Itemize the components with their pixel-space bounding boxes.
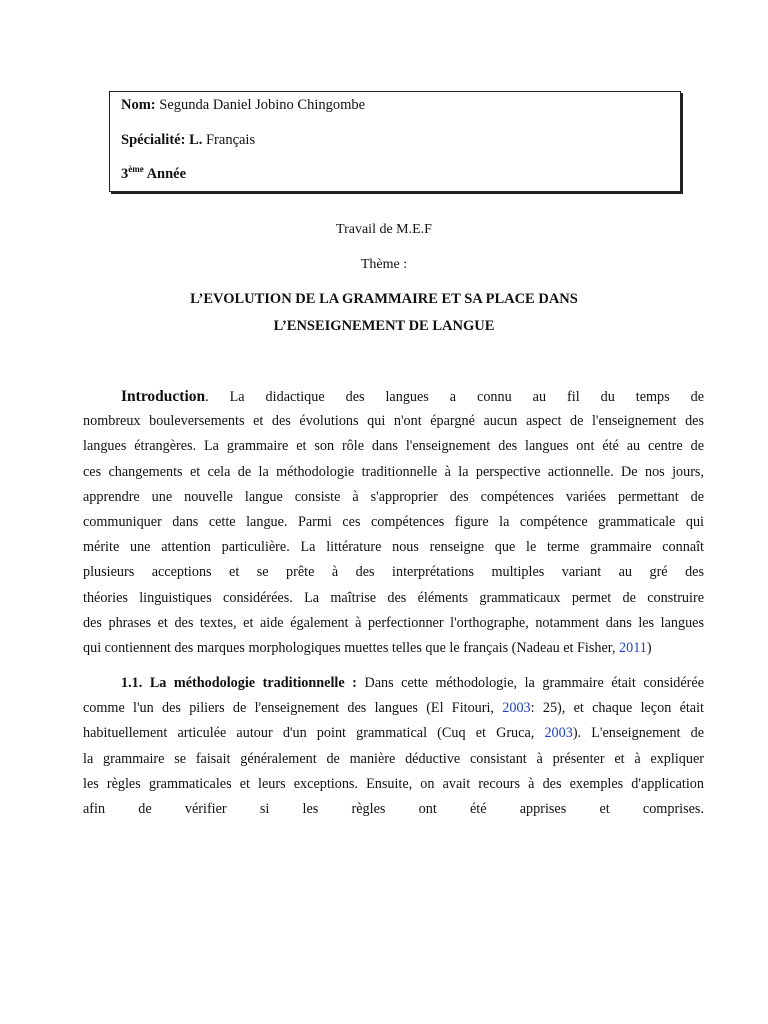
- introduction-paragraph: [83, 384, 704, 661]
- specialty-label: Spécialité:: [121, 132, 186, 148]
- text-line: mérite une attention particulière. La littérature nous renseigne que le terme grammaire connaît: [83, 539, 704, 556]
- name-value: Segunda Daniel Jobino Chingombe: [159, 97, 366, 113]
- section-1-1-paragraph: [83, 671, 704, 822]
- citation-link[interactable]: 2003: [544, 725, 573, 742]
- text-line: la grammaire se faisait généralement de manière déductive consistant à présenter et à expliquer: [83, 750, 704, 767]
- specialty-abbr: L.: [189, 132, 203, 148]
- main-title-line-1: L’EVOLUTION DE LA GRAMMAIRE ET SA PLACE DANS: [190, 291, 578, 307]
- citation-link[interactable]: 2011: [619, 639, 647, 656]
- name-row: [121, 97, 365, 114]
- citation-link[interactable]: 2003: [502, 700, 531, 717]
- text-line: langues étrangères. La grammaire et son rôle dans l'enseignement des langues ont été au centre de: [83, 438, 704, 455]
- text-line: Introduction. La didactique des langues a connu au fil du temps de: [121, 388, 704, 405]
- text-line: qui contiennent des marques morphologiques muettes telles que le français (Nadeau et Fisher, 2011): [83, 639, 652, 656]
- section-heading: 1.1. La méthodologie traditionnelle :: [121, 675, 357, 691]
- text-line: plusieurs acceptions et se prête à des interprétations multiples variant au gré des: [83, 564, 704, 581]
- specialty-row: [121, 132, 255, 149]
- year-number: 3: [121, 166, 129, 182]
- work-title: Travail de M.E.F: [336, 222, 432, 237]
- student-info-box: [109, 91, 681, 192]
- year-suffix: ème: [128, 164, 144, 174]
- specialty-value: Français: [205, 132, 256, 148]
- main-title-line-2: L’ENSEIGNEMENT DE LANGUE: [273, 318, 495, 334]
- text-line: des phrases et des textes, et aide également à perfectionner l'orthographe, notamment dans les langues: [83, 614, 704, 631]
- text-line: les règles grammaticales et leurs exceptions. Ensuite, on avait recours à des exemples d'application: [83, 775, 704, 792]
- text-line: habituellement articulée autour d'un point grammatical (Cuq et Gruca, 2003). L'enseignement de: [83, 725, 705, 742]
- year-row: [121, 166, 186, 183]
- theme-label: Thème :: [360, 257, 408, 272]
- text-line: afin de vérifier si les règles ont été apprises et comprises.: [83, 800, 704, 817]
- text-line: nombreux bouleversements et des évolutions qui n'ont épargné aucun aspect de l'enseignement des: [83, 413, 704, 430]
- text-line: ces changements et cela de la méthodologie traditionnelle à la perspective actionnelle. De nos jours,: [83, 463, 704, 480]
- name-label: Nom:: [121, 97, 156, 113]
- text-line: 1.1. La méthodologie traditionnelle : Dans cette méthodologie, la grammaire était considérée: [121, 675, 704, 691]
- text-line: apprendre une nouvelle langue consiste à s'approprier des compétences variées permettant de: [83, 488, 704, 505]
- text-line: communiquer dans cette langue. Parmi ces compétences figure la compétence grammaticale qui: [83, 513, 704, 530]
- text-line: comme l'un des piliers de l'enseignement des langues (El Fitouri, 2003: 25), et chaque leçon était: [83, 700, 704, 717]
- year-label: Année: [146, 166, 187, 182]
- text-line: théories linguistiques considérées. La maîtrise des éléments grammaticaux permet de construire: [83, 589, 704, 606]
- introduction-label: Introduction: [121, 388, 206, 405]
